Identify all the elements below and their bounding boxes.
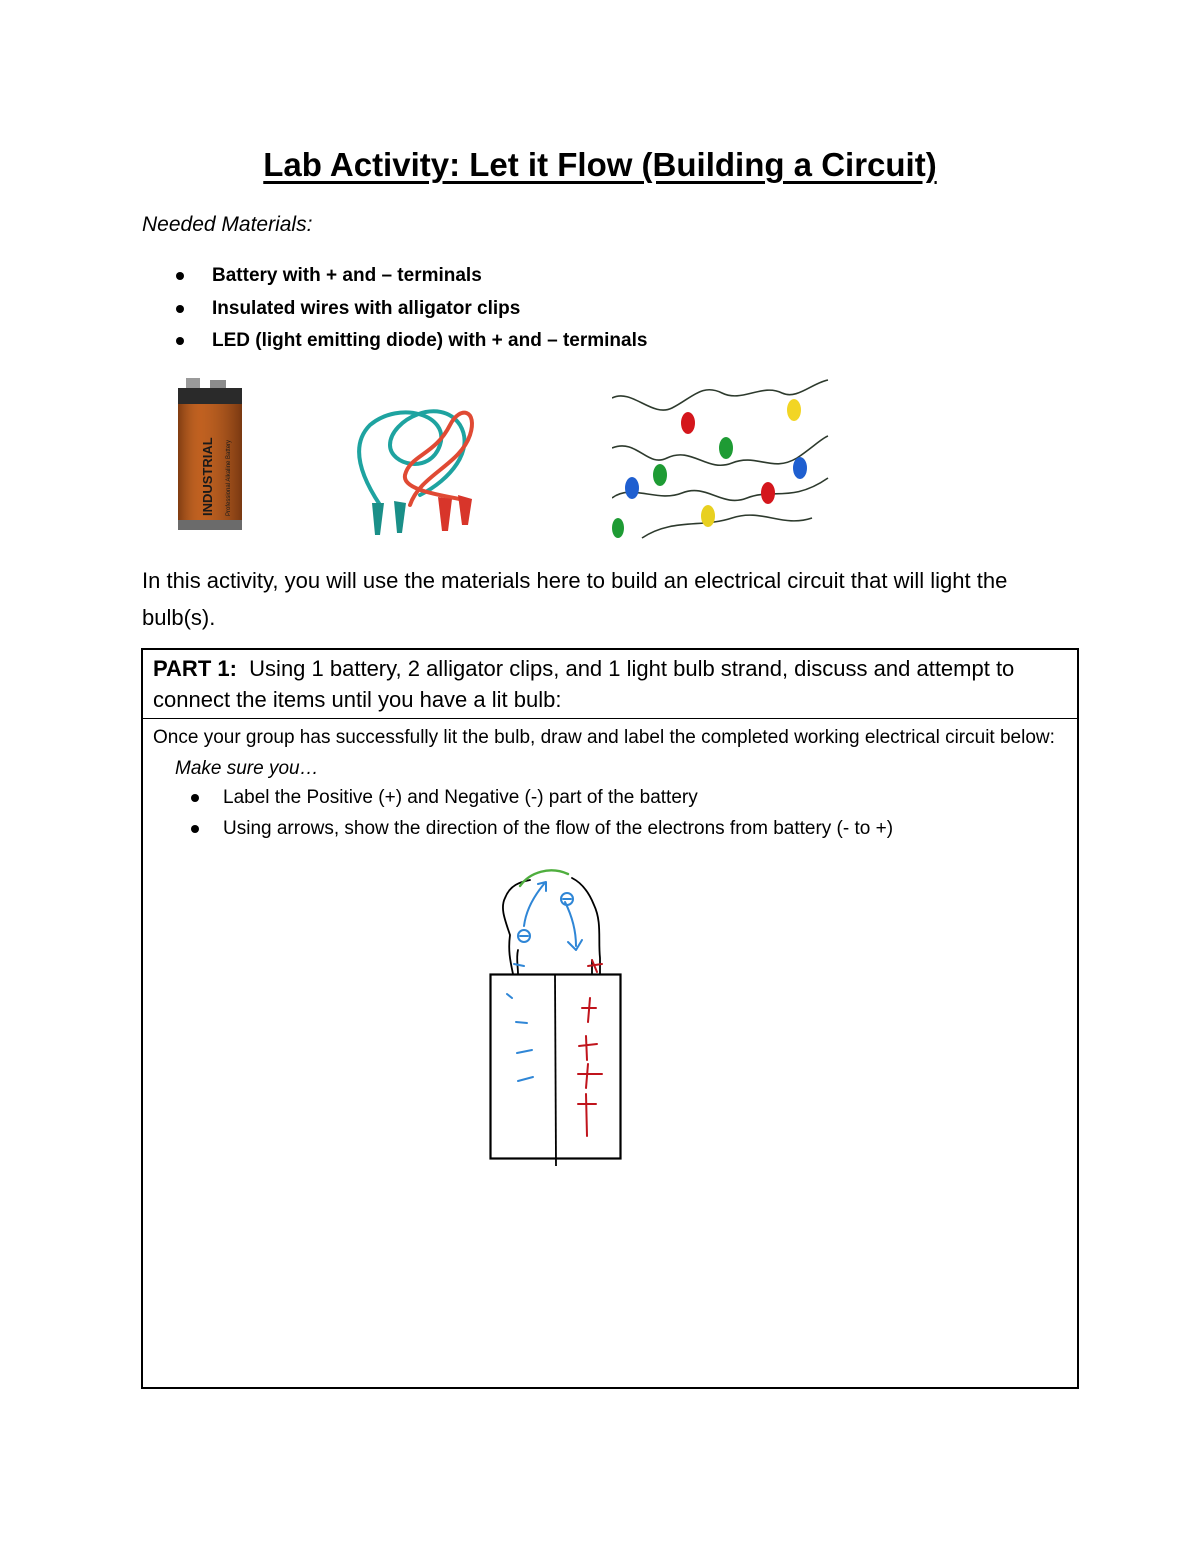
alligator-clip-wires-photo — [350, 385, 490, 537]
page-title: Lab Activity: Let it Flow (Building a Circuit) — [263, 146, 937, 183]
part1-instruction: Once your group has successfully lit the bulb, draw and label the completed working electrical circuit below: — [153, 727, 1055, 748]
materials-item: Insulated wires with alligator clips — [142, 293, 647, 326]
student-circuit-drawing — [480, 860, 630, 1170]
part1-header — [143, 650, 1077, 719]
battery-brand-text: INDUSTRIAL — [200, 437, 215, 516]
requirements-list — [153, 782, 1063, 844]
make-sure-label: Make sure you… — [175, 758, 319, 779]
materials-list — [142, 260, 647, 358]
materials-heading: Needed Materials: — [142, 213, 313, 236]
intro-paragraph: In this activity, you will use the materials here to build an electrical circuit that will light the bulb(s). — [142, 568, 1008, 630]
part1-body — [153, 724, 1063, 844]
part1-prompt: Using 1 battery, 2 alligator clips, and 1 light bulb strand, discuss and attempt to connect the items until you have a lit bulb: — [153, 656, 1015, 712]
electron-flow-arrows — [507, 882, 582, 1081]
positive-labels — [578, 960, 602, 1136]
battery-9v-photo — [176, 378, 246, 532]
requirement-item: Label the Positive (+) and Negative (-) part of the battery — [153, 782, 1063, 813]
part1-prompt-paragraph — [153, 653, 1053, 715]
materials-item: Battery with + and – terminals — [142, 260, 647, 293]
battery-sub-text: Professional Alkaline Battery — [226, 439, 232, 516]
christmas-light-strand-photo — [612, 378, 830, 544]
part1-label: PART 1: — [153, 656, 237, 681]
materials-item: LED (light emitting diode) with + and – terminals — [142, 325, 647, 358]
requirement-item: Using arrows, show the direction of the flow of the electrons from battery (- to +) — [153, 813, 1063, 844]
